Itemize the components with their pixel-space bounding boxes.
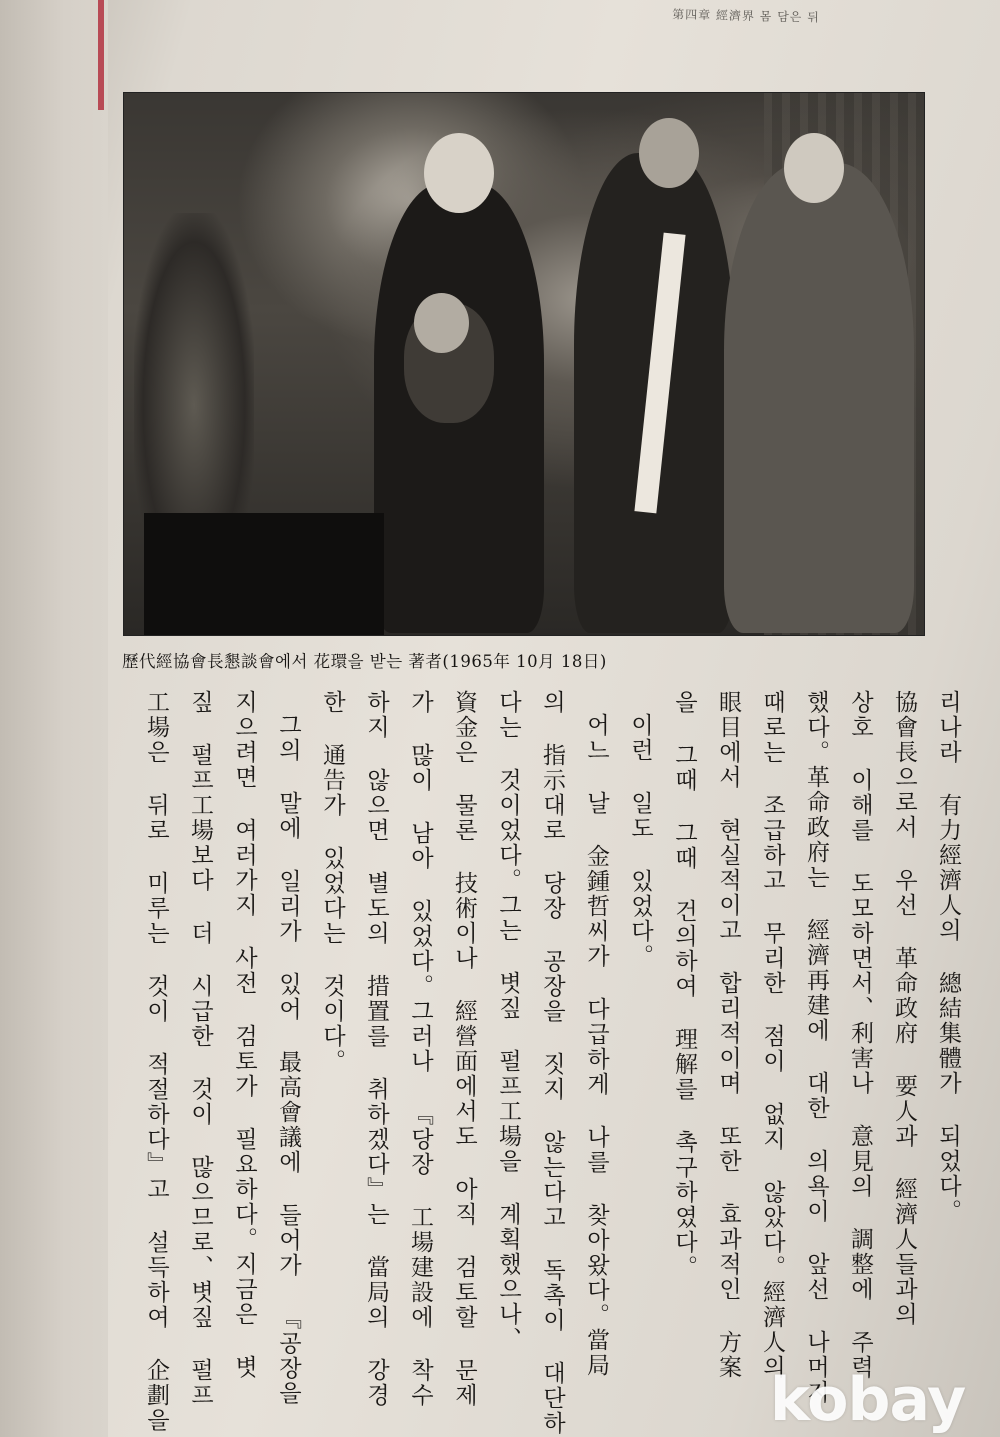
body-line: 한 通告가 있었다는 것이다。	[319, 690, 345, 1074]
photo-figure-right	[724, 163, 914, 633]
photo-table	[144, 513, 384, 635]
body-line: 의 指示대로 당장 공장을 짓지 않는다고 독촉이 대단하	[539, 690, 565, 1436]
photo-head-left	[424, 133, 494, 213]
body-line: 지으려면 여러가지 사전 검토가 필요하다。지금은 볏	[231, 690, 257, 1380]
photo-plant	[134, 213, 254, 533]
photo-head-right	[784, 133, 844, 203]
body-line: 眼目에서 현실적이고 합리적이며 또한 효과적인 方案	[715, 690, 741, 1380]
body-line: 協會長으로서 우선 革命政府 要人과 經濟人들과의	[891, 690, 917, 1327]
body-line: 다는 것이었다。그는 볏짚 펄프工場을 계획했으나、	[495, 690, 521, 1352]
photo-caption: 歷代經協會長懇談會에서 花環을 받는 著者(1965年 10月 18日)	[122, 652, 607, 671]
body-line: 때로는 조급하고 무리한 점이 없지 않았다。經濟人의	[759, 690, 785, 1380]
body-line: 했다。革命政府는 經濟再建에 대한 의욕이 앞선 나머지	[803, 690, 829, 1405]
body-line: 을 그때 그때 건의하여 理解를 촉구하였다。	[671, 690, 697, 1280]
photo-head-center	[639, 118, 699, 188]
body-line: 資金은 물론 技術이나 經營面에서도 아직 검토할 문제	[451, 690, 477, 1408]
body-line: 상호 이해를 도모하면서、利害나 意見의 調整에 주력	[847, 690, 873, 1380]
body-text	[80, 690, 970, 1436]
photo-head-seated	[414, 293, 469, 353]
body-line: 이런 일도 있었다。	[627, 713, 653, 969]
body-line: 工場은 뒤로 미루는 것이 적절하다』고 설득하여 企劃을	[143, 690, 169, 1433]
body-line: 가 많이 남아 있었다。그러나 『당장 工場建設에 착수	[407, 690, 433, 1408]
body-line: 어느 날 金鍾哲씨가 다급하게 나를 찾아왔다。當局	[583, 713, 609, 1378]
body-line: 리나라 有力經濟人의 總結集體가 되었다。	[935, 690, 961, 1224]
body-line: 하지 않으면 별도의 措置를 취하겠다』는 當局의 강경	[363, 690, 389, 1408]
watermark-logo: kobay	[770, 1365, 966, 1435]
photograph	[123, 92, 925, 636]
body-line: 짚 펄프工場보다 더 시급한 것이 많으므로、볏짚 펄프	[187, 690, 213, 1408]
bookmark-ribbon	[98, 0, 104, 110]
body-line: 그의 말에 일리가 있어 最高會議에 들어가 『공장을	[275, 713, 301, 1406]
running-head: 第四章 經濟界 몸 담은 뒤	[672, 7, 820, 25]
